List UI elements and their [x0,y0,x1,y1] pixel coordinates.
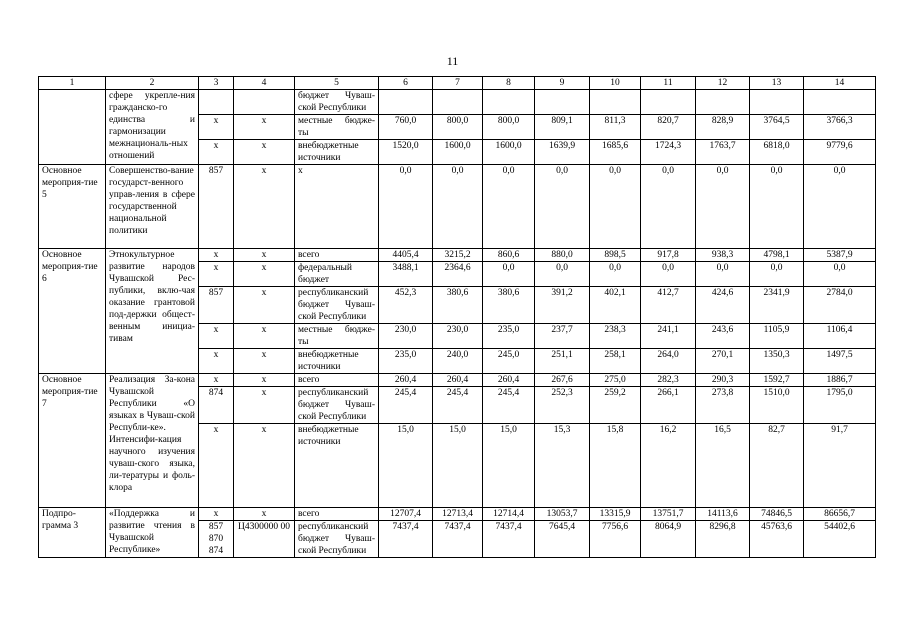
value-cell: 230,0 [433,324,483,349]
value-cell [433,90,483,115]
budget-table [38,76,876,558]
value-cell: 15,0 [433,424,483,508]
column-header: 7 [433,77,483,90]
value-cell: 5387,9 [804,249,876,262]
value-cell: 245,4 [483,387,535,424]
value-cell: 12714,4 [483,508,535,521]
value-cell: 917,8 [641,249,696,262]
value-cell: 898,5 [590,249,641,262]
value-cell: 811,3 [590,115,641,140]
value-cell: 282,3 [641,374,696,387]
value-cell: 270,1 [696,349,750,374]
code-cell: x [199,262,234,287]
row-label: Основное мероприя-тие 5 [39,165,106,249]
value-cell: 260,4 [379,374,433,387]
column-header: 12 [696,77,750,90]
value-cell: 266,1 [641,387,696,424]
value-cell: 91,7 [804,424,876,508]
funding-source: всего [295,374,379,387]
value-cell: 3766,3 [804,115,876,140]
funding-source: внебюджетные источники [295,140,379,165]
code-cell: x [199,249,234,262]
value-cell: 0,0 [750,262,804,287]
value-cell: 54402,6 [804,521,876,558]
column-header: 10 [590,77,641,90]
column-header: 3 [199,77,234,90]
value-cell: 14113,6 [696,508,750,521]
value-cell: 0,0 [696,262,750,287]
funding-source: бюджет Чуваш-ской Республики [295,90,379,115]
row-label [39,90,106,165]
value-cell: 820,7 [641,115,696,140]
value-cell: 3215,2 [433,249,483,262]
code-cell: x [199,349,234,374]
value-cell: 860,6 [483,249,535,262]
value-cell: 1795,0 [804,387,876,424]
target-code-cell: x [234,349,295,374]
value-cell: 260,4 [483,374,535,387]
value-cell: 1520,0 [379,140,433,165]
code-cell [199,90,234,115]
target-code-cell: x [234,324,295,349]
page-number: 11 [446,54,459,68]
code-cell: x [199,324,234,349]
value-cell: 938,3 [696,249,750,262]
value-cell: 7756,6 [590,521,641,558]
value-cell: 251,1 [535,349,590,374]
value-cell: 240,0 [433,349,483,374]
code-cell: x [199,424,234,508]
code-cell: 874 [199,387,234,424]
value-cell: 0,0 [804,165,876,249]
value-cell: 0,0 [483,262,535,287]
code-cell: x [199,374,234,387]
value-cell: 7437,4 [379,521,433,558]
row-description: «Поддержка и развитие чтения в Чувашской Республике» [106,508,199,558]
value-cell: 7645,4 [535,521,590,558]
value-cell [379,90,433,115]
funding-source: внебюджетные источники [295,349,379,374]
value-cell: 258,1 [590,349,641,374]
value-cell: 86656,7 [804,508,876,521]
value-cell: 1510,0 [750,387,804,424]
code-cell: x [199,115,234,140]
code-cell: 857 [199,287,234,324]
value-cell [535,90,590,115]
value-cell: 7437,4 [433,521,483,558]
value-cell: 402,1 [590,287,641,324]
target-code-cell [234,90,295,115]
header-row [39,77,876,90]
row-label: Основное мероприя-тие 7 [39,374,106,508]
value-cell: 0,0 [590,165,641,249]
value-cell [641,90,696,115]
value-cell: 800,0 [483,115,535,140]
value-cell: 3764,5 [750,115,804,140]
value-cell: 245,4 [433,387,483,424]
table-body [39,77,876,558]
value-cell: 380,6 [483,287,535,324]
code-cell: x [199,140,234,165]
value-cell [483,90,535,115]
value-cell: 4405,4 [379,249,433,262]
column-header: 11 [641,77,696,90]
value-cell: 1886,7 [804,374,876,387]
value-cell [590,90,641,115]
column-header: 4 [234,77,295,90]
value-cell: 2364,6 [433,262,483,287]
column-header: 6 [379,77,433,90]
column-header: 1 [39,77,106,90]
value-cell [804,90,876,115]
value-cell: 760,0 [379,115,433,140]
value-cell: 380,6 [433,287,483,324]
value-cell: 1105,9 [750,324,804,349]
target-code-cell: Ц4300000 00 [234,521,295,558]
value-cell: 264,0 [641,349,696,374]
target-code-cell: x [234,387,295,424]
table-row [39,90,876,115]
column-header: 14 [804,77,876,90]
funding-source: республиканский бюджет Чуваш-ской Республики [295,287,379,324]
value-cell: 828,9 [696,115,750,140]
target-code-cell: x [234,424,295,508]
column-header: 8 [483,77,535,90]
value-cell: 16,2 [641,424,696,508]
value-cell: 1592,7 [750,374,804,387]
value-cell: 800,0 [433,115,483,140]
value-cell: 16,5 [696,424,750,508]
funding-source: всего [295,249,379,262]
value-cell: 245,4 [379,387,433,424]
value-cell: 1350,3 [750,349,804,374]
value-cell: 15,8 [590,424,641,508]
value-cell: 8296,8 [696,521,750,558]
value-cell: 0,0 [379,165,433,249]
value-cell: 1600,0 [433,140,483,165]
value-cell: 1497,5 [804,349,876,374]
table-row [39,374,876,387]
value-cell: 452,3 [379,287,433,324]
value-cell: 45763,6 [750,521,804,558]
target-code-cell: x [234,115,295,140]
value-cell: 412,7 [641,287,696,324]
code-cell: x [199,508,234,521]
value-cell: 809,1 [535,115,590,140]
value-cell: 267,6 [535,374,590,387]
value-cell: 6818,0 [750,140,804,165]
funding-source: федеральный бюджет [295,262,379,287]
value-cell: 0,0 [641,262,696,287]
value-cell: 235,0 [483,324,535,349]
value-cell: 1639,9 [535,140,590,165]
value-cell: 0,0 [750,165,804,249]
value-cell: 12713,4 [433,508,483,521]
value-cell: 3488,1 [379,262,433,287]
value-cell: 0,0 [590,262,641,287]
value-cell: 424,6 [696,287,750,324]
target-code-cell: x [234,287,295,324]
value-cell: 273,8 [696,387,750,424]
funding-source: x [295,165,379,249]
value-cell: 74846,5 [750,508,804,521]
value-cell: 259,2 [590,387,641,424]
value-cell [696,90,750,115]
value-cell: 0,0 [535,262,590,287]
value-cell: 391,2 [535,287,590,324]
table-row [39,165,876,249]
value-cell: 0,0 [433,165,483,249]
value-cell: 241,1 [641,324,696,349]
value-cell: 1724,3 [641,140,696,165]
row-label: Подпро-грамма 3 [39,508,106,558]
value-cell: 7437,4 [483,521,535,558]
target-code-cell: x [234,262,295,287]
code-cell: 857 870 874 [199,521,234,558]
funding-source: республиканский бюджет Чуваш-ской Республики [295,387,379,424]
row-label: Основное мероприя-тие 6 [39,249,106,374]
row-description: Совершенство-вание государст-венного управ-ления в сфере государственной национальной политики [106,165,199,249]
row-description: Этнокультурное развитие народов Чувашской Рес-публики, вклю-чая оказание грантовой под-держки общест-венным инициа-тивам [106,249,199,374]
value-cell [750,90,804,115]
table-row [39,508,876,521]
value-cell: 0,0 [641,165,696,249]
value-cell: 230,0 [379,324,433,349]
funding-source: внебюджетные источники [295,424,379,508]
value-cell: 0,0 [696,165,750,249]
value-cell: 15,3 [535,424,590,508]
value-cell: 8064,9 [641,521,696,558]
value-cell: 880,0 [535,249,590,262]
value-cell: 1600,0 [483,140,535,165]
value-cell: 238,3 [590,324,641,349]
column-header: 9 [535,77,590,90]
row-description: сфере укрепле-ния гражданско-го единства и гармонизации межнациональ-ных отношений [106,90,199,165]
value-cell: 1763,7 [696,140,750,165]
value-cell: 15,0 [483,424,535,508]
funding-source: местные бюдже-ты [295,324,379,349]
target-code-cell: x [234,374,295,387]
value-cell: 0,0 [483,165,535,249]
value-cell: 237,7 [535,324,590,349]
value-cell: 1106,4 [804,324,876,349]
value-cell: 13751,7 [641,508,696,521]
column-header: 13 [750,77,804,90]
value-cell: 4798,1 [750,249,804,262]
funding-source: местные бюдже-ты [295,115,379,140]
value-cell: 82,7 [750,424,804,508]
value-cell: 290,3 [696,374,750,387]
column-header: 5 [295,77,379,90]
value-cell: 13053,7 [535,508,590,521]
value-cell: 0,0 [804,262,876,287]
row-description: Реализация За-кона Чувашской Республики «О языках в Чуваш-ской Республи-ке». Интенсифи-кация научного изучения чуваш-ского языка, ли-тературы и фоль-клора [106,374,199,508]
target-code-cell: x [234,140,295,165]
value-cell: 1685,6 [590,140,641,165]
value-cell: 252,3 [535,387,590,424]
value-cell: 12707,4 [379,508,433,521]
value-cell: 243,6 [696,324,750,349]
target-code-cell: x [234,508,295,521]
funding-source: республиканский бюджет Чуваш-ской Республики [295,521,379,558]
value-cell: 275,0 [590,374,641,387]
target-code-cell: x [234,165,295,249]
value-cell: 235,0 [379,349,433,374]
table-row [39,249,876,262]
value-cell: 260,4 [433,374,483,387]
value-cell: 2784,0 [804,287,876,324]
value-cell: 9779,6 [804,140,876,165]
column-header: 2 [106,77,199,90]
value-cell: 0,0 [535,165,590,249]
code-cell: 857 [199,165,234,249]
value-cell: 13315,9 [590,508,641,521]
value-cell: 15,0 [379,424,433,508]
value-cell: 2341,9 [750,287,804,324]
value-cell: 245,0 [483,349,535,374]
funding-source: всего [295,508,379,521]
target-code-cell: x [234,249,295,262]
